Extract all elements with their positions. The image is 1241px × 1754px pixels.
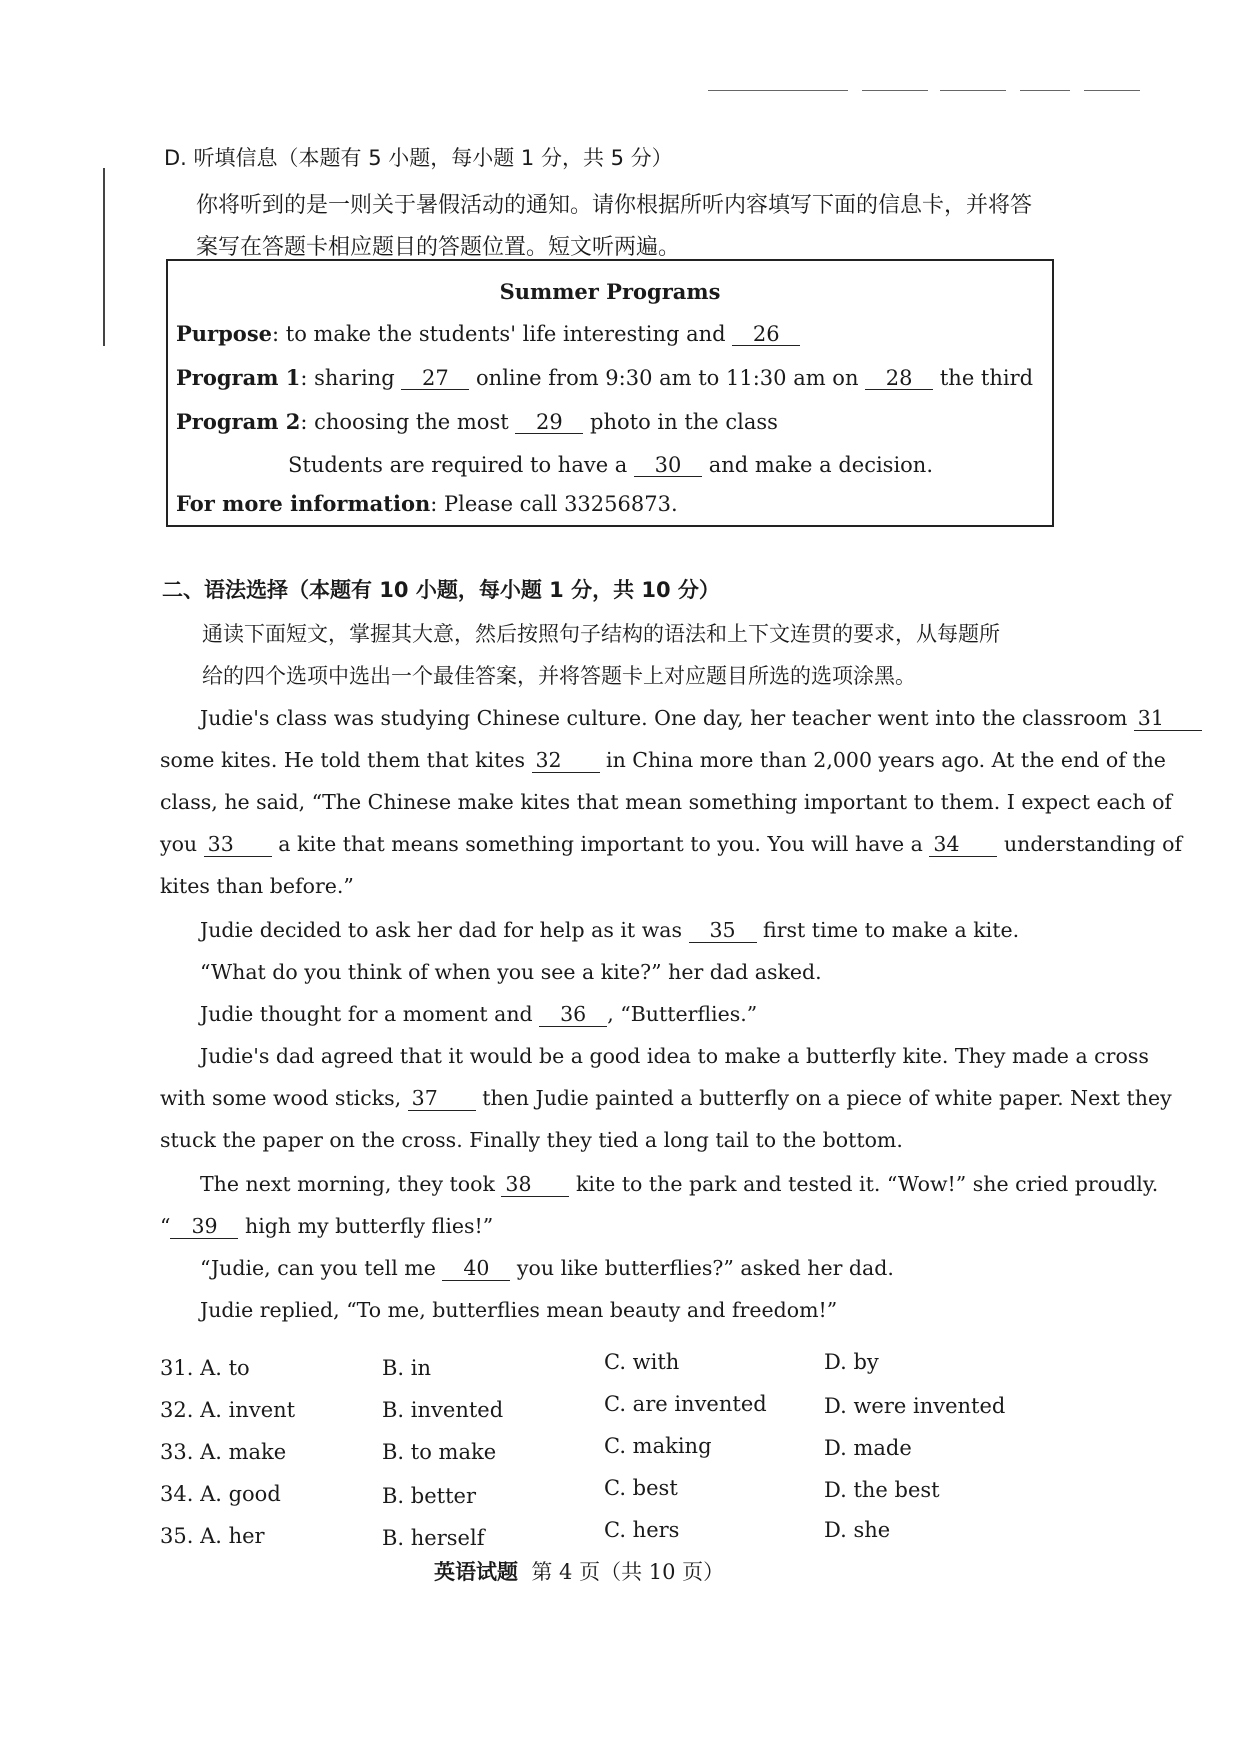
blank-40: 40 <box>442 1258 510 1281</box>
q32-option-c: C. are invented <box>604 1392 767 1416</box>
p6-l1-b: kite to the park and tested it. “Wow!” she cried proudly. <box>575 1172 1159 1196</box>
more-info-label: For more information <box>176 491 431 516</box>
program1-text-b: online from 9:30 am to 11:30 am on <box>476 366 859 390</box>
q33-option-b: B. to make <box>382 1440 497 1464</box>
blank-39: 39 <box>170 1216 238 1239</box>
info-card-title: Summer Programs <box>499 279 721 304</box>
section-d-instruction-2: 案写在答题卡相应题目的答题位置。短文听两遍。 <box>196 235 681 260</box>
program2-row <box>176 409 778 434</box>
page-footer <box>434 1556 724 1586</box>
margin-line <box>103 168 105 346</box>
p1-l2-a: some kites. He told them that kites <box>160 748 525 772</box>
p1-l1-a: Judie's class was studying Chinese culture. One day, her teacher went into the classroom <box>200 706 1128 730</box>
q33-option-c: C. making <box>604 1434 712 1458</box>
q35-option-c: C. hers <box>604 1518 680 1542</box>
program2-text-b: photo in the class <box>590 410 778 434</box>
p5-l2-b: then Judie painted a butterfly on a piece of white paper. Next they <box>482 1086 1172 1110</box>
p5-l2-a: with some wood sticks, <box>160 1086 402 1110</box>
blank-36: 36 <box>539 1004 607 1027</box>
program2-text-a: : choosing the most <box>300 410 509 434</box>
p4-a: Judie thought for a moment and <box>200 1002 533 1026</box>
p1-l3: class, he said, “The Chinese make kites that mean something important to them. I expect each of <box>160 790 1173 814</box>
q34-option-d: D. the best <box>824 1478 940 1502</box>
more-info-text: : Please call 33256873. <box>430 492 678 516</box>
p7-b: you like butterflies?” asked her dad. <box>516 1256 894 1280</box>
p1-l4-a: you <box>160 832 198 856</box>
p2-a: Judie decided to ask her dad for help as it was <box>200 918 682 942</box>
q33-option-d: D. made <box>824 1436 912 1460</box>
passage-p6-line-1 <box>200 1172 1159 1197</box>
blank-31: 31 <box>1134 708 1202 731</box>
program2-line2-a: Students are required to have a <box>288 453 628 477</box>
p4-b: , “Butterflies.” <box>607 1002 758 1026</box>
q31-option-b: B. in <box>382 1356 432 1380</box>
p2-b: first time to make a kite. <box>763 918 1020 942</box>
p6-l1-a: The next morning, they took <box>200 1172 495 1196</box>
purpose-row <box>176 321 800 346</box>
q35-option-d: D. she <box>824 1518 891 1542</box>
section-2-title: 二、语法选择 <box>162 578 288 602</box>
passage-line-4 <box>160 832 1183 857</box>
top-rule-1 <box>708 90 848 91</box>
passage-p6-line-2 <box>160 1214 493 1239</box>
q35-option-b: B. herself <box>382 1526 485 1550</box>
program2-line2-b: and make a decision. <box>708 453 934 477</box>
p5-l1: Judie's dad agreed that it would be a good idea to make a butterfly kite. They made a cross <box>200 1044 1149 1068</box>
blank-34: 34 <box>929 834 997 857</box>
blank-35: 35 <box>689 920 757 943</box>
blank-27: 27 <box>401 367 469 390</box>
more-info-row <box>176 491 678 516</box>
top-rule-2 <box>862 90 928 91</box>
q34-option-b: B. better <box>382 1484 476 1508</box>
p1-l4-b: a kite that means something important to you. You will have a <box>278 832 923 856</box>
purpose-text: : to make the students' life interesting and <box>272 322 726 346</box>
purpose-label: Purpose <box>176 321 272 346</box>
program2-label: Program 2 <box>176 409 301 434</box>
section-d-title: D. 听填信息 <box>164 146 278 170</box>
section-2-instruction-1 <box>202 618 1000 648</box>
blank-29: 29 <box>515 411 583 434</box>
top-rule-4 <box>1020 90 1070 91</box>
blank-28: 28 <box>865 367 933 390</box>
p6-l2-a: “ <box>160 1214 171 1238</box>
passage-line-2 <box>160 748 1166 773</box>
passage-p7 <box>200 1256 894 1281</box>
passage-p5-line-2 <box>160 1086 1172 1111</box>
q32-option-d: D. were invented <box>824 1394 1006 1418</box>
top-rule-5 <box>1084 90 1140 91</box>
q33-option-a: 33. A. make <box>160 1440 287 1464</box>
program1-text-c: the third <box>939 366 1034 390</box>
passage-line-5: kites than before.” <box>160 874 354 898</box>
p1-l2-b: in China more than 2,000 years ago. At the end of the <box>606 748 1166 772</box>
program2-row-2 <box>288 453 933 477</box>
footer-subject: 英语试题 <box>434 1560 518 1584</box>
q32-option-a: 32. A. invent <box>160 1398 296 1422</box>
section-2-instruction-2: 给的四个选项中选出一个最佳答案，并将答题卡上对应题目所选的选项涂黑。 <box>202 664 916 688</box>
program1-row <box>176 365 1033 390</box>
section-2-heading <box>162 574 720 604</box>
q32-option-b: B. invented <box>382 1398 504 1422</box>
q31-option-a: 31. A. to <box>160 1356 250 1380</box>
q31-option-c: C. with <box>604 1350 680 1374</box>
section-d-instruction-1: 你将听到的是一则关于暑假活动的通知。请你根据所听内容填写下面的信息卡，并将答 <box>196 193 1033 218</box>
passage-p8: Judie replied, “To me, butterflies mean beauty and freedom!” <box>200 1298 838 1322</box>
section-d-heading <box>164 142 673 172</box>
q35-option-a: 35. A. her <box>160 1524 265 1548</box>
passage-line-1 <box>200 706 1164 731</box>
passage-p2 <box>200 918 1019 943</box>
blank-26: 26 <box>732 323 800 346</box>
section-2-instruction-1-text: 通读下面短文，掌握其大意，然后按照句子结构的语法和上下文连贯的要求，从每题所 <box>202 622 1000 646</box>
p7-a: “Judie, can you tell me <box>200 1256 436 1280</box>
top-rule-3 <box>940 90 1006 91</box>
blank-38: 38 <box>501 1174 569 1197</box>
passage-line-3 <box>160 790 1173 814</box>
blank-33: 33 <box>204 834 272 857</box>
p1-l4-c: understanding of <box>1003 832 1183 856</box>
section-2-note: （本题有 10 小题，每小题 1 分，共 10 分） <box>288 578 720 602</box>
passage-p4 <box>200 1002 757 1027</box>
footer-page: 第 4 页（共 10 页） <box>531 1560 725 1584</box>
info-card <box>166 259 1054 527</box>
passage-p5-line-1 <box>200 1044 1149 1068</box>
section-d-note: （本题有 5 小题，每小题 1 分，共 5 分） <box>277 146 673 170</box>
blank-37: 37 <box>408 1088 476 1111</box>
passage-p5-line-3: stuck the paper on the cross. Finally they tied a long tail to the bottom. <box>160 1128 903 1152</box>
program1-text-a: : sharing <box>300 366 395 390</box>
q31-option-d: D. by <box>824 1350 879 1374</box>
q34-option-c: C. best <box>604 1476 678 1500</box>
p6-l2-b: high my butterfly flies!” <box>245 1214 494 1238</box>
passage-p3: “What do you think of when you see a kite?” her dad asked. <box>200 960 822 984</box>
blank-32: 32 <box>532 750 600 773</box>
blank-30: 30 <box>634 454 702 477</box>
program1-label: Program 1 <box>176 365 301 390</box>
q34-option-a: 34. A. good <box>160 1482 281 1506</box>
